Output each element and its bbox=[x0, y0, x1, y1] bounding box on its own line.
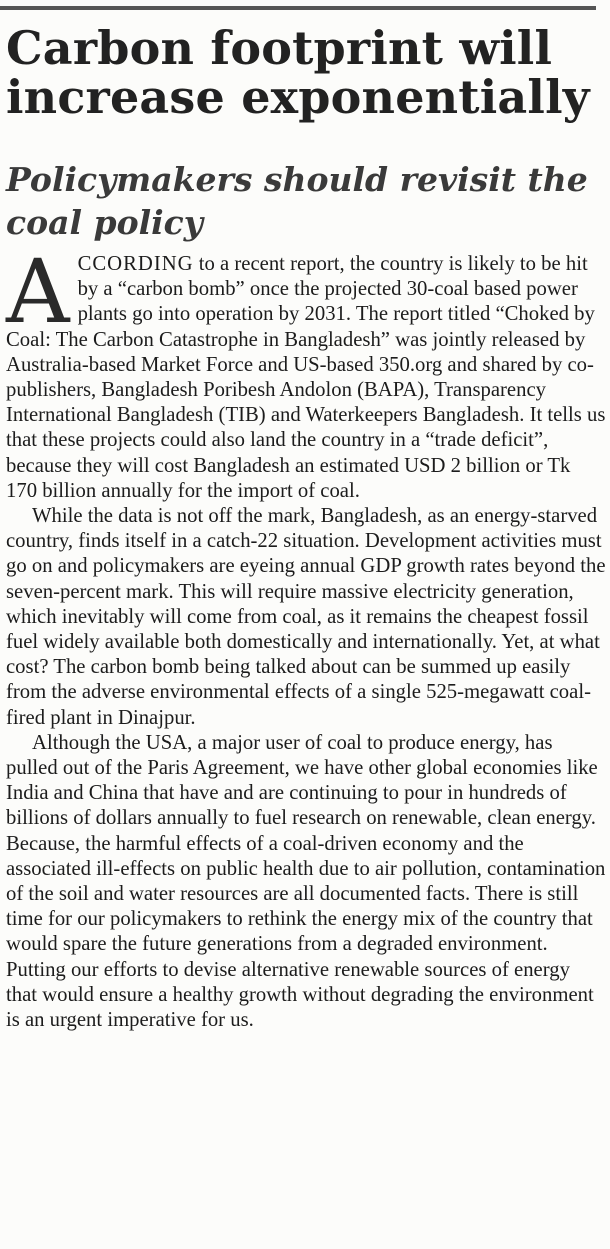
top-rule bbox=[0, 6, 596, 10]
paragraph-1 bbox=[6, 240, 606, 504]
drop-cap: A bbox=[6, 240, 70, 343]
lead-caps: CCORDING bbox=[77, 253, 194, 275]
paragraph-3: Although the USA, a major user of coal to produce energy, has pulled out of the Paris Agreement, we have other global economies like India and China that have and are continuing to pour in hundreds of billions of dollars annually to fuel research on renewable, clean energy. Because, the harmful effects of a coal-driven economy and the associated ill-effects on public health due to air pollution, contamination of the soil and water resources are all documented facts. There is still time for our policymakers to rethink the energy mix of the country that would spare the future generations from a degraded environment. Putting our efforts to devise alternative renewable sources of energy that would ensure a healthy growth without degrading the environment is an urgent imperative for us. bbox=[6, 731, 606, 1032]
paragraph-1-text: to a recent report, the country is likely to be hit by a “carbon bomb” once the projected 30-coal based power plants go into operation by 2031. The report titled “Choked by Coal: The Carbon Catastrophe in Bangladesh” was jointly released by Australia-based Market Force and US-based 350.org and shared by co-publishers, Bangladesh Poribesh Andolon (BAPA), Transparency International Bangladesh (TIB) and Waterkeepers Bangladesh. It tells us that these projects could also land the country in a “trade deficit”, because they will cost Bangladesh an estimated USD 2 billion or Tk 170 billion annually for the import of coal. bbox=[6, 253, 606, 502]
article-body bbox=[6, 240, 606, 1033]
subheadline: Policymakers should revisit the coal policy bbox=[6, 160, 588, 242]
paragraph-2: While the data is not off the mark, Bangladesh, as an energy-starved country, finds itself in a catch-22 situation. Development activities must go on and policymakers are eyeing annual GDP growth rates beyond the seven-percent mark. This will require massive electricity generation, which inevitably will come from coal, as it remains the cheapest fossil fuel widely available both domestically and internationally. Yet, at what cost? The carbon bomb being talked about can be summed up easily from the adverse environmental effects of a single 525-megawatt coal-fired plant in Dinajpur. bbox=[6, 505, 606, 729]
headline: Carbon footprint will increase exponentially bbox=[6, 21, 590, 124]
